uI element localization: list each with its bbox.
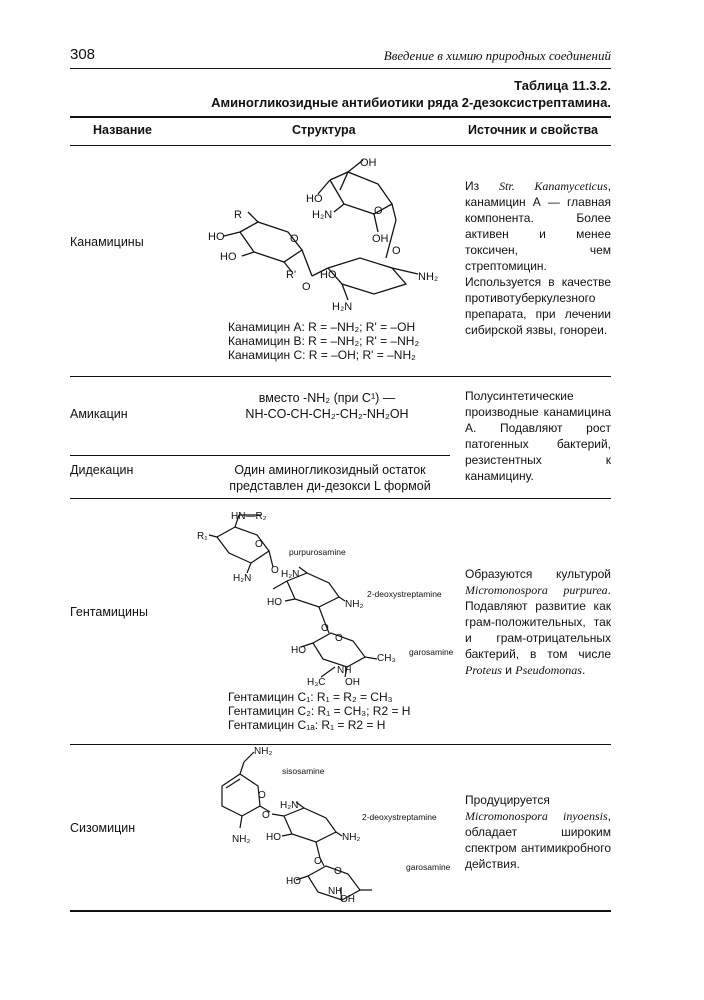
col-header-structure: Структура bbox=[292, 123, 356, 137]
s-sisosamine: sisosamine bbox=[282, 766, 325, 776]
k-o-2: O bbox=[392, 245, 401, 257]
s-o-1: O bbox=[258, 790, 266, 801]
k-h2n-1: H₂N bbox=[312, 209, 333, 221]
s-oh: OH bbox=[340, 894, 355, 904]
amikacin-structure-line1: вместо -NH₂ (при C¹) — bbox=[258, 391, 396, 405]
running-title: Введение в химию природных соединений bbox=[383, 48, 611, 63]
sisomicin-desc-prefix: Продуцируется bbox=[465, 793, 550, 807]
k-o-3: O bbox=[290, 233, 299, 245]
row-rule-4 bbox=[70, 744, 611, 745]
gentamicin-desc-organism: Micromonospora purpurea bbox=[465, 583, 608, 597]
amikacin-structure-line2: NH-CO-CH-CH₂-CH₂-NH₂OH bbox=[245, 407, 409, 421]
k-ho-3: HO bbox=[220, 251, 237, 263]
g-hn-r2: HN—R₂ bbox=[231, 511, 267, 522]
k-oh-2: OH bbox=[372, 233, 389, 245]
k-nh2-1: NH₂ bbox=[418, 271, 439, 283]
g-ho-1: HO bbox=[267, 597, 282, 608]
g-h3c: H₃C bbox=[307, 677, 326, 688]
gentamicin-desc-pseudomonas: Pseudomonas bbox=[515, 663, 582, 677]
row-rule-2 bbox=[70, 455, 450, 456]
table-caption-title: Аминогликозидные антибиотики ряда 2-дезоксистрептамина. bbox=[211, 95, 611, 110]
s-garosamine: garosamine bbox=[406, 862, 451, 872]
kanamycin-formula-c: Канамицин C: R = –OH; R' = –NH₂ bbox=[228, 348, 416, 362]
s-o-4: O bbox=[334, 866, 342, 877]
sisomicin-desc-rest: , обладает широким спектром антимикробного действия. bbox=[465, 809, 611, 871]
gentamicin-desc-rest: . Подавляют развитие как грам-положительных, так и грам-отрицательных бактерий, в том числе bbox=[465, 583, 611, 661]
gentamicin-description bbox=[465, 566, 611, 678]
g-h2n-1: H₂N bbox=[233, 573, 252, 584]
s-ho-2: HO bbox=[286, 876, 301, 887]
sisomicin-structure bbox=[200, 746, 460, 904]
amikacin-description: Полусинтетические производные канамицина А. Подавляют рост патогенных бактерий, резистентных к канамицину. bbox=[465, 389, 611, 483]
k-ho-1: HO bbox=[306, 193, 323, 205]
gentamicin-structure bbox=[195, 505, 460, 690]
sisomicin-desc-organism: Micromonospora inyoensis bbox=[465, 809, 608, 823]
g-nh2: NH₂ bbox=[345, 599, 364, 610]
row-rule-3 bbox=[70, 498, 611, 499]
s-deoxystreptamine: 2-deoxystreptamine bbox=[362, 812, 437, 822]
k-r: R bbox=[234, 209, 242, 221]
dibekacin-structure bbox=[210, 462, 450, 494]
kanamycin-formulas bbox=[228, 320, 419, 362]
row-name-sisomicin: Сизомицин bbox=[70, 821, 136, 835]
g-o-4: O bbox=[335, 633, 343, 644]
s-ho-1: HO bbox=[266, 832, 281, 843]
s-o-2: O bbox=[262, 810, 270, 821]
gentamicin-desc-and: и bbox=[501, 663, 516, 677]
g-oh: OH bbox=[345, 677, 360, 688]
kanamycin-formula-a: Канамицин A: R = –NH₂; R' = –OH bbox=[228, 320, 416, 334]
g-deoxystreptamine: 2-deoxystreptamine bbox=[367, 589, 442, 599]
k-h2n-2: H₂N bbox=[332, 301, 353, 313]
g-purpurosamine: purpurosamine bbox=[289, 547, 346, 557]
gentamicin-formula-c1a: Гентамицин C₁ₐ: R₁ = R2 = H bbox=[228, 718, 386, 732]
k-o-1: O bbox=[374, 205, 383, 217]
sisomicin-description bbox=[465, 792, 611, 872]
kanamycin-desc-rest: , канамицин А — главная компонента. Более активен и менее токсичен, чем стрептомицин. Используется в качестве противотуберкулезного препарата, при лечении сибирской язвы, гонореи. bbox=[465, 179, 611, 337]
gentamicin-formula-c1: Гентамицин C₁: R₁ = R₂ = CH₃ bbox=[228, 690, 393, 704]
s-h2n: H₂N bbox=[280, 800, 299, 811]
s-nh: NH bbox=[328, 886, 343, 897]
header-rule bbox=[70, 68, 611, 69]
g-o-2: O bbox=[271, 565, 279, 576]
row-name-kanamycin: Канамицины bbox=[70, 235, 144, 249]
g-garosamine: garosamine bbox=[409, 647, 454, 657]
s-o-3: O bbox=[314, 856, 322, 867]
g-h2n-2: H₂N bbox=[281, 569, 300, 580]
g-o-1: O bbox=[255, 539, 263, 550]
kanamycin-desc-organism: Str. Kanamyceticus bbox=[499, 179, 608, 193]
k-ho-2: HO bbox=[208, 231, 225, 243]
col-header-name: Название bbox=[93, 123, 153, 137]
row-name-gentamicin: Гентамицины bbox=[70, 605, 148, 619]
k-rp: R' bbox=[286, 269, 297, 281]
gentamicin-formula-c2: Гентамицин C₂: R₁ = CH₃; R2 = H bbox=[228, 704, 411, 718]
k-ho-4: HO bbox=[320, 269, 337, 281]
col-header-source: Источник и свойства bbox=[468, 123, 598, 137]
table-top-rule bbox=[70, 116, 611, 118]
page-number: 308 bbox=[70, 46, 96, 63]
kanamycin-description bbox=[465, 178, 611, 338]
g-o-3: O bbox=[321, 623, 329, 634]
gentamicin-formulas bbox=[228, 690, 410, 732]
s-nh2-1: NH₂ bbox=[232, 834, 251, 845]
gentamicin-desc-end: . bbox=[581, 663, 586, 677]
row-name-amikacin: Амикацин bbox=[70, 407, 128, 421]
g-ch3: CH₃ bbox=[377, 653, 396, 664]
dibekacin-structure-line2: представлен ди-дезокси L формой bbox=[229, 479, 431, 493]
g-nh: NH bbox=[337, 665, 352, 676]
g-ho-2: HO bbox=[291, 645, 306, 656]
kanamycin-structure bbox=[200, 150, 460, 320]
dibekacin-structure-line1: Один аминогликозидный остаток bbox=[234, 463, 426, 477]
g-r1: R₁ bbox=[197, 531, 208, 542]
gentamicin-desc-prefix: Образуются культурой bbox=[465, 567, 611, 581]
s-nh2-2: NH₂ bbox=[342, 832, 361, 843]
gentamicin-desc-proteus: Proteus bbox=[465, 663, 502, 677]
s-nh2-top: NH₂ bbox=[254, 746, 273, 757]
row-rule-1 bbox=[70, 376, 611, 377]
table-bottom-rule bbox=[70, 910, 611, 912]
kanamycin-formula-b: Канамицин B: R = –NH₂; R' = –NH₂ bbox=[228, 334, 420, 348]
kanamycin-desc-prefix: Из bbox=[465, 179, 500, 193]
amikacin-structure bbox=[222, 390, 432, 422]
k-o-4: O bbox=[302, 281, 311, 293]
k-oh-top: OH bbox=[360, 157, 377, 169]
table-caption-number: Таблица 11.3.2. bbox=[514, 78, 611, 93]
header-bottom-rule bbox=[70, 145, 611, 146]
row-name-dibekacin: Дидекацин bbox=[70, 463, 134, 477]
